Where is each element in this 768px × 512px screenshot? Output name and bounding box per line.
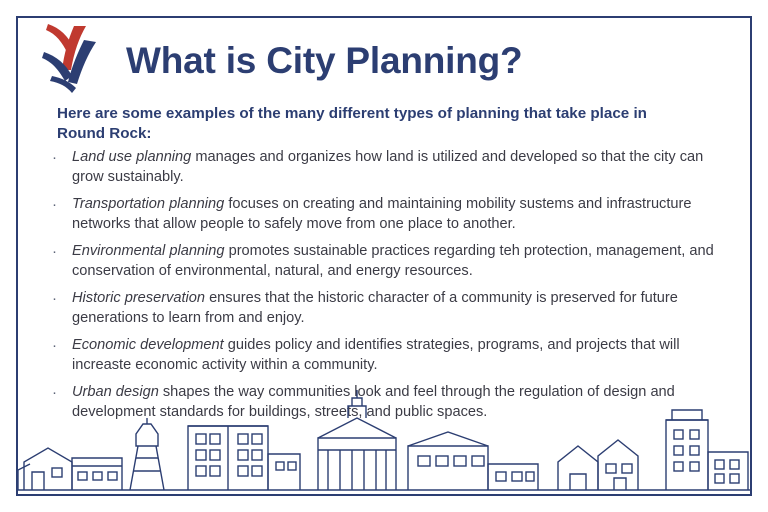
subtitle: Here are some examples of the many different types of planning that take place in Round Rock: bbox=[57, 105, 647, 143]
list-item bbox=[48, 148, 738, 188]
bullet-marker: · bbox=[52, 289, 57, 307]
list-item-text: shapes the way communities look and feel through the regulation of design and development standards for buildings, streets, and public spaces. bbox=[72, 383, 675, 420]
list-item bbox=[48, 195, 738, 235]
list-item bbox=[48, 242, 738, 282]
list-item-text: ensures that the historic character of a community is preserved for future generations to learn from and enjoy. bbox=[72, 289, 678, 326]
bullet-marker: · bbox=[52, 195, 57, 213]
bullet-marker: · bbox=[52, 336, 57, 354]
bullet-marker: · bbox=[52, 383, 57, 401]
list-item-text: guides policy and identifies strategies, programs, and projects that will increaste economic activity within a community. bbox=[72, 336, 680, 373]
city-skyline-illustration bbox=[18, 376, 750, 494]
bullet-marker: · bbox=[52, 149, 57, 166]
list-item bbox=[48, 336, 738, 376]
page-title: What is City Planning? bbox=[126, 40, 523, 81]
list-item-term: Environmental planning bbox=[72, 242, 225, 259]
round-rock-logo bbox=[38, 18, 106, 96]
list-item bbox=[48, 289, 738, 329]
list-item-text: promotes sustainable practices regarding teh protection, management, and conservation of environmental, natural, and energy resources. bbox=[72, 242, 714, 279]
list-item-term: Transportation planning bbox=[72, 195, 225, 212]
list-item-term: Historic preservation bbox=[72, 289, 206, 306]
list-item-text: manages and organizes how land is utilized and developed so that the city can grow sustainably. bbox=[72, 149, 704, 185]
bullet-marker: · bbox=[52, 242, 57, 260]
list-item-term: Urban design bbox=[72, 383, 159, 400]
list-item-term: Economic development bbox=[72, 336, 224, 353]
list-item-term: Land use planning bbox=[72, 149, 192, 165]
list-item-text: focuses on creating and maintaining mobility sustems and infrastructure networks that allow people to safely move from one place to another. bbox=[72, 195, 692, 232]
